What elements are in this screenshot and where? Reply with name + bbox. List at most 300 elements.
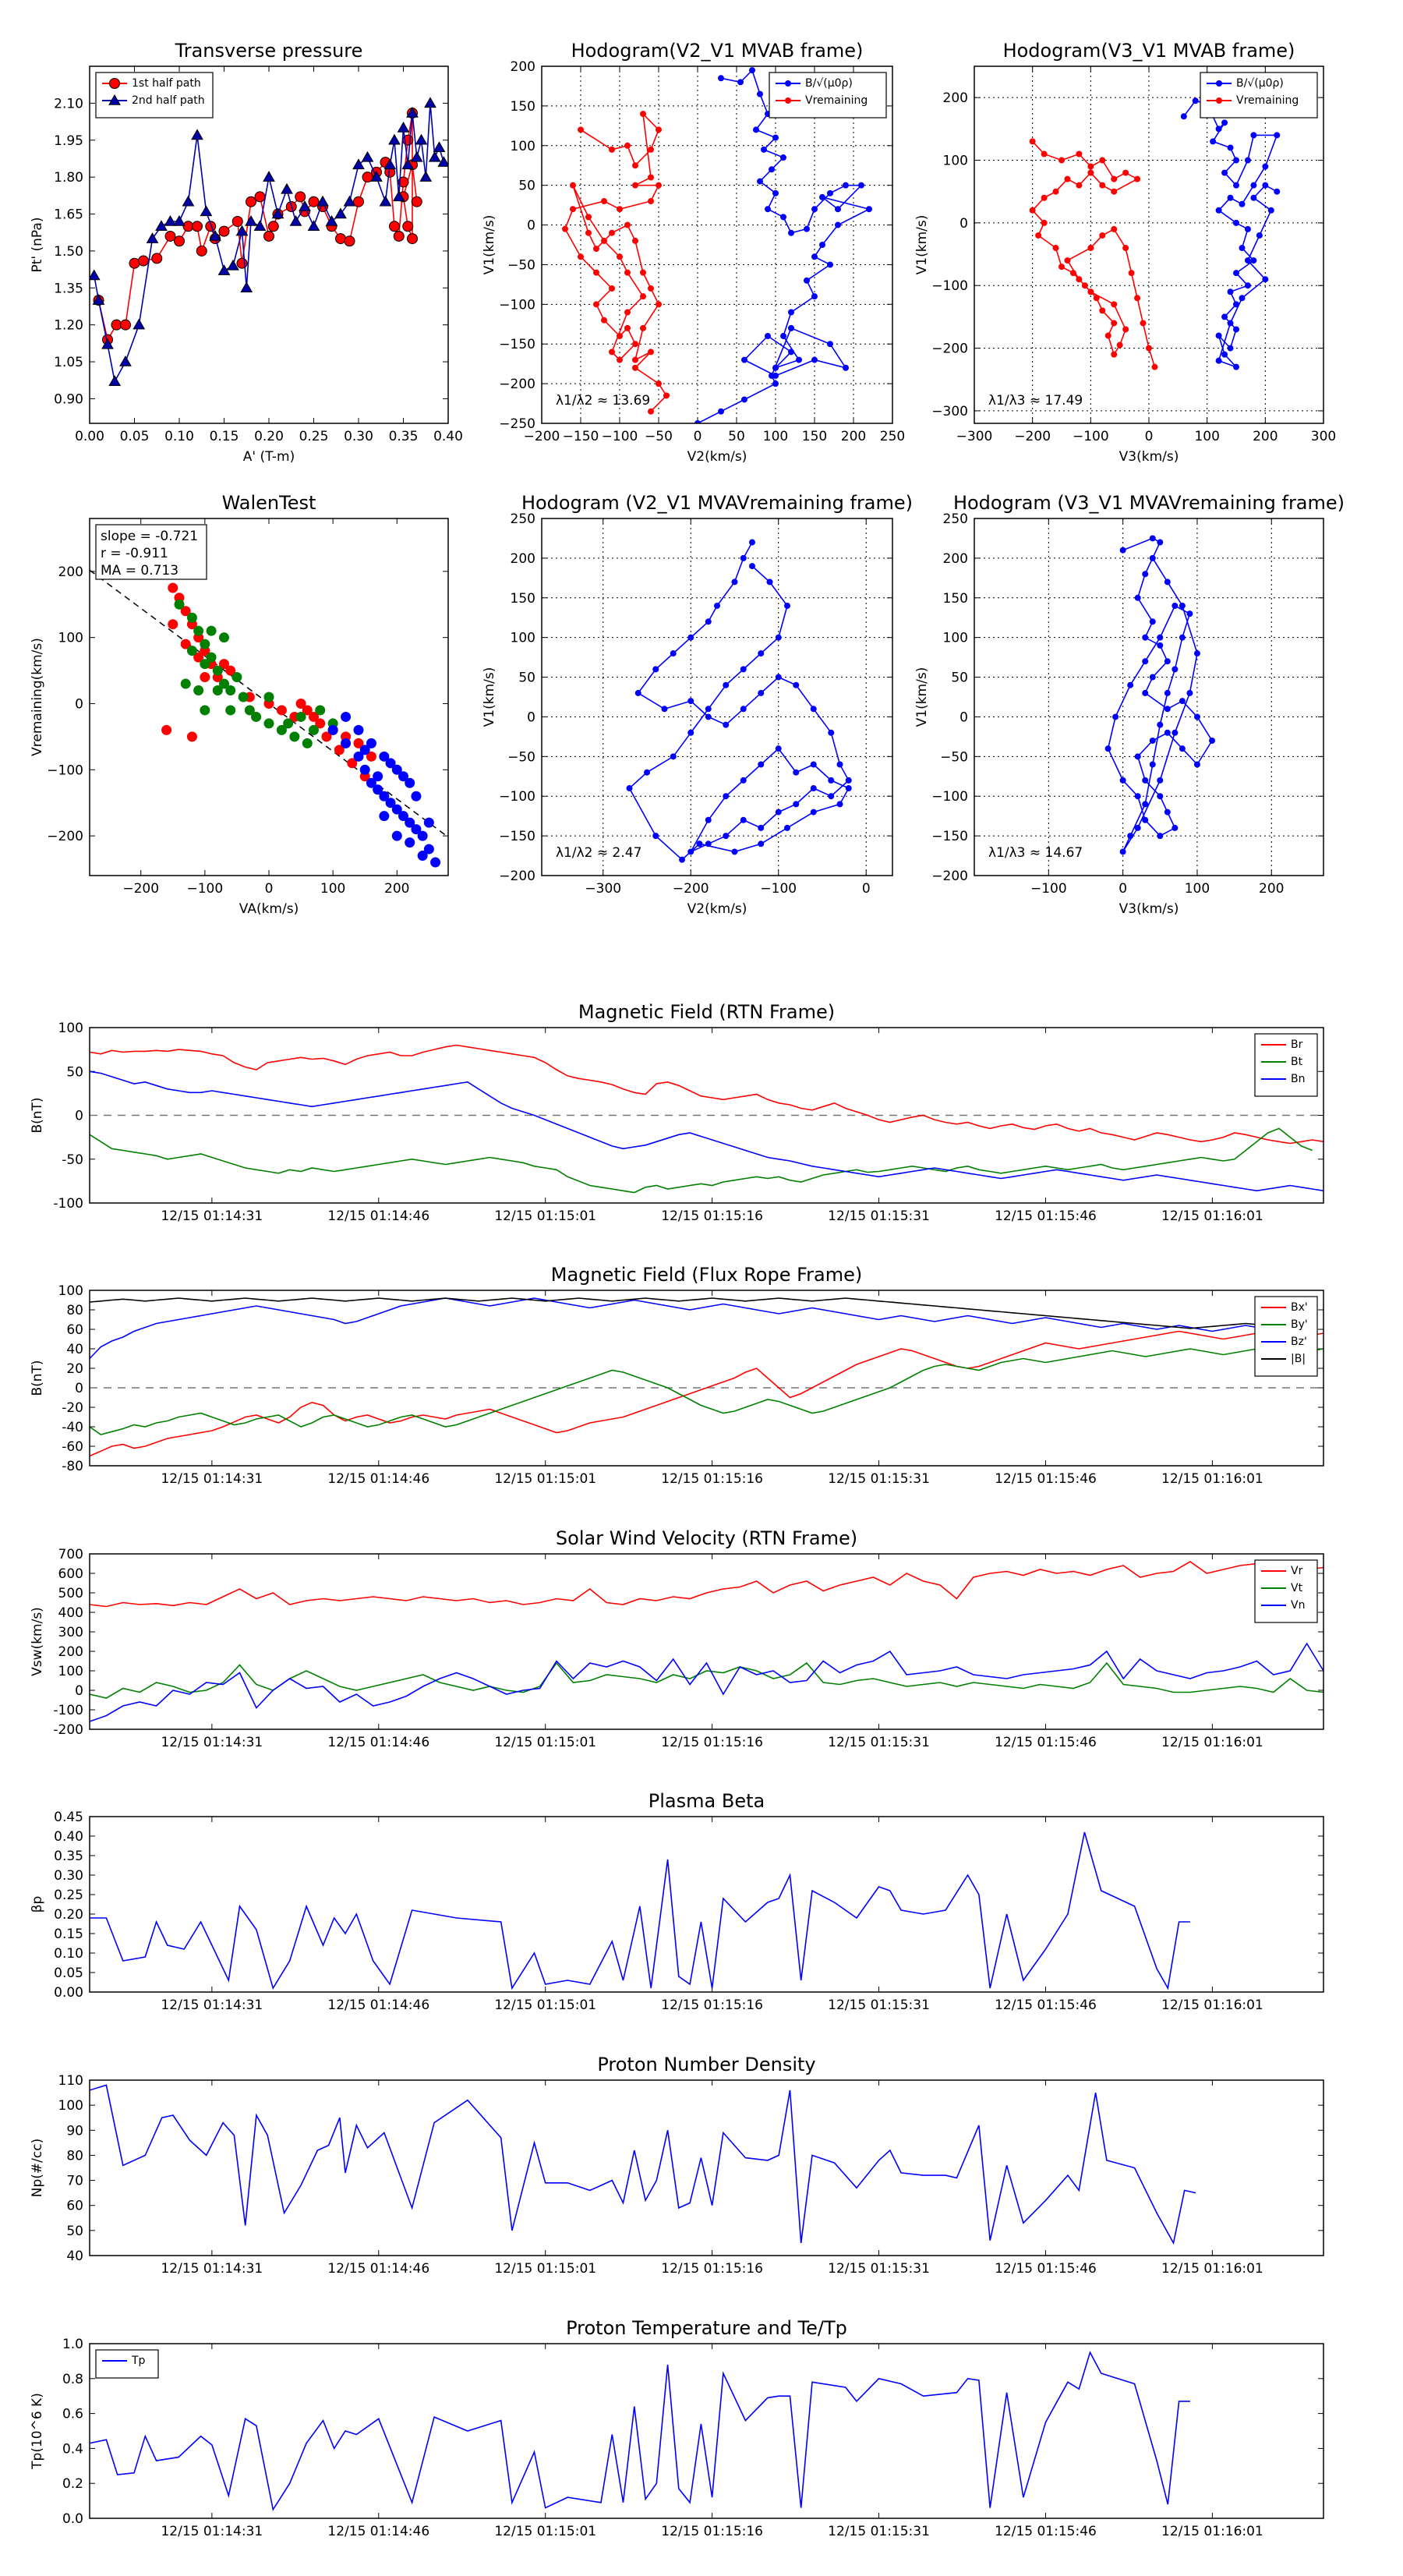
x-tick-label: 12/15 01:16:01 (1161, 2524, 1263, 2539)
chart-np (30, 2054, 1323, 2277)
y-tick-label: 50 (66, 2223, 83, 2239)
data-point (688, 730, 694, 735)
data-point (1100, 157, 1105, 163)
data-point (389, 135, 400, 144)
data-point (705, 714, 711, 720)
data-point (1172, 603, 1178, 608)
series-br-line (90, 1046, 1323, 1144)
x-tick-label: 0.40 (433, 429, 463, 444)
data-point (1143, 659, 1148, 664)
data-point (1111, 352, 1117, 357)
y-tick-label: 40 (66, 2249, 83, 2264)
x-tick-label: 12/15 01:15:01 (494, 2261, 597, 2277)
data-point (1245, 258, 1250, 264)
data-point (723, 722, 729, 727)
data-point (1065, 258, 1070, 264)
y-tick-label: −100 (499, 789, 535, 805)
data-point (594, 246, 599, 252)
data-point (843, 182, 849, 188)
data-point (750, 564, 755, 569)
data-point (758, 841, 764, 847)
data-point (1222, 352, 1228, 357)
x-tick-label: −200 (122, 881, 160, 897)
series-0-line (1108, 538, 1212, 851)
data-point (1123, 327, 1129, 332)
plot-frame (90, 2344, 1323, 2518)
data-point (846, 777, 851, 783)
legend-label: B/√(μ0ρ) (1236, 77, 1284, 90)
data-point (1143, 817, 1148, 823)
data-point (859, 182, 864, 188)
data-point (1179, 635, 1185, 640)
chart-title: WalenTest (221, 492, 316, 514)
data-point (785, 825, 790, 830)
data-point (697, 841, 702, 847)
data-point (1222, 314, 1228, 320)
x-tick-label: 0 (693, 429, 702, 444)
x-tick-label: 200 (840, 429, 867, 444)
legend-label: Bz' (1291, 1336, 1307, 1348)
data-point (625, 143, 631, 148)
chart-tp (30, 40, 463, 465)
data-point (633, 341, 638, 347)
data-point (89, 270, 100, 279)
data-point (680, 857, 685, 862)
data-point (705, 841, 711, 847)
y-tick-label: 0 (75, 696, 83, 713)
y-tick-label: 0 (527, 709, 535, 726)
data-point (1263, 277, 1268, 282)
data-point (1147, 345, 1152, 351)
data-point (1041, 151, 1047, 157)
data-point (723, 794, 729, 799)
x-tick-label: 0.00 (75, 429, 104, 444)
y-tick-label: 150 (510, 590, 535, 607)
chart-bflux (30, 1264, 1323, 1487)
data-point (765, 207, 771, 212)
data-point (1076, 151, 1082, 157)
data-point (656, 182, 662, 188)
y-tick-label: −200 (499, 377, 535, 393)
eigenvalue-ratio-annotation: λ1/λ2 ≈ 13.69 (556, 393, 651, 409)
x-tick-label: 12/15 01:15:31 (828, 1471, 930, 1487)
data-point (284, 719, 293, 728)
y-tick-label: 200 (942, 90, 968, 107)
chart-h4 (914, 492, 1345, 917)
data-point (360, 745, 369, 755)
data-point (168, 583, 178, 593)
x-tick-label: −200 (672, 881, 709, 897)
chart-title: Transverse pressure (175, 40, 363, 62)
data-point (1239, 201, 1245, 207)
y-tick-label: 100 (58, 630, 83, 646)
x-tick-label: 100 (1184, 881, 1210, 897)
x-tick-label: 12/15 01:14:31 (161, 1471, 263, 1487)
data-point (1120, 849, 1126, 855)
data-point (1164, 809, 1170, 815)
data-point (345, 236, 355, 246)
y-tick-label: -50 (62, 1152, 83, 1168)
y-tick-label: 110 (58, 2073, 83, 2089)
data-point (196, 246, 207, 256)
data-point (1172, 667, 1178, 672)
x-tick-label: 0.20 (254, 429, 284, 444)
data-point (653, 667, 659, 672)
data-point (837, 801, 843, 807)
x-tick-label: 12/15 01:14:31 (161, 2524, 263, 2539)
y-tick-label: −100 (931, 278, 968, 295)
plot-frame (90, 1817, 1323, 1992)
data-point (1157, 794, 1163, 799)
data-point (1059, 157, 1065, 163)
data-point (773, 381, 779, 387)
x-tick-label: 12/15 01:15:46 (995, 1735, 1097, 1750)
data-point (758, 825, 764, 830)
data-point (1030, 139, 1035, 144)
y-tick-label: 100 (510, 138, 535, 154)
data-point (412, 152, 422, 161)
data-point (336, 234, 346, 244)
data-point (846, 786, 851, 791)
chart-beta (30, 1790, 1323, 2013)
data-point (1234, 364, 1239, 370)
chart-title: Plasma Beta (648, 1790, 765, 1812)
data-point (1128, 833, 1133, 839)
data-point (1105, 746, 1111, 752)
data-point (380, 196, 391, 206)
x-tick-label: 0 (1119, 881, 1128, 897)
y-tick-label: 40 (66, 1342, 83, 1357)
x-tick-label: −300 (585, 881, 622, 897)
data-point (837, 762, 843, 767)
data-point (627, 786, 632, 791)
x-tick-label: 12/15 01:15:01 (494, 1471, 597, 1487)
data-point (773, 365, 779, 370)
data-point (738, 80, 744, 85)
data-point (1251, 182, 1256, 188)
y-tick-label: 500 (58, 1586, 83, 1601)
legend-label: Vremaining (1236, 94, 1299, 107)
series-vn-line (90, 1644, 1323, 1721)
y-tick-label: 0 (959, 709, 968, 726)
plot-area (1105, 536, 1214, 855)
x-tick-label: 0.15 (209, 429, 239, 444)
data-point (1088, 246, 1094, 251)
y-tick-label: 700 (58, 1547, 83, 1562)
y-tick-label: 200 (510, 550, 535, 567)
data-point (781, 334, 786, 339)
data-point (1100, 308, 1105, 313)
y-tick-label: −100 (931, 789, 968, 805)
y-tick-label: −100 (499, 297, 535, 313)
data-point (1059, 264, 1065, 270)
data-point (742, 397, 747, 402)
legend-label: Bn (1291, 1073, 1306, 1085)
y-tick-label: 50 (518, 178, 535, 194)
x-tick-label: 12/15 01:15:46 (995, 1997, 1097, 2013)
data-point (232, 216, 242, 226)
data-point (586, 214, 592, 220)
data-point (328, 725, 337, 734)
y-tick-label: 80 (66, 1303, 83, 1318)
chart-h2 (914, 40, 1336, 465)
chart-bfield (30, 1001, 1323, 1224)
data-point (1128, 682, 1133, 688)
x-axis-label: V3(km/s) (1119, 901, 1179, 917)
plot-area (90, 2352, 1190, 2510)
data-point (1129, 271, 1134, 276)
x-tick-label: −150 (562, 429, 599, 444)
data-point (656, 381, 662, 387)
data-point (109, 376, 120, 385)
data-point (1164, 690, 1170, 695)
x-tick-label: 12/15 01:15:16 (661, 1471, 764, 1487)
data-point (394, 231, 404, 241)
data-point (237, 258, 247, 268)
data-point (617, 254, 623, 260)
data-point (392, 831, 401, 840)
x-axis-label: VA(km/s) (239, 901, 299, 917)
chart-h3 (482, 492, 913, 917)
series-tp-line (90, 2352, 1190, 2510)
data-point (781, 214, 786, 220)
x-tick-label: 12/15 01:15:31 (828, 1997, 930, 2013)
x-tick-label: 0 (1144, 429, 1154, 444)
y-tick-label: 100 (58, 2098, 83, 2114)
data-point (264, 231, 274, 241)
data-point (633, 182, 638, 188)
data-point (785, 603, 790, 608)
x-tick-label: 12/15 01:15:01 (494, 1735, 597, 1750)
data-point (1088, 164, 1094, 169)
x-axis-label: V3(km/s) (1119, 449, 1179, 465)
data-point (1143, 635, 1148, 640)
data-point (797, 357, 802, 363)
data-point (1172, 730, 1178, 735)
series-b-0--line (1184, 101, 1278, 367)
stats-line: r = -0.911 (101, 546, 168, 561)
y-tick-label: -80 (62, 1459, 83, 1474)
x-tick-label: 12/15 01:15:46 (995, 1471, 1097, 1487)
x-tick-label: 0.10 (164, 429, 194, 444)
chart-title: Proton Temperature and Te/Tp (566, 2317, 847, 2339)
legend-box (1255, 1297, 1317, 1376)
data-point (1135, 754, 1140, 759)
data-point (213, 686, 222, 695)
data-point (625, 222, 631, 228)
data-point (610, 147, 615, 152)
data-point (1143, 690, 1148, 695)
x-tick-label: 12/15 01:14:46 (327, 2261, 430, 2277)
data-point (246, 196, 256, 207)
x-tick-label: 250 (879, 429, 906, 444)
data-point (715, 603, 720, 608)
data-point (773, 135, 779, 140)
y-tick-label: 0 (75, 1683, 83, 1699)
data-point (740, 777, 746, 783)
data-point (828, 262, 833, 267)
data-point (192, 129, 203, 139)
data-point (187, 613, 196, 622)
x-tick-label: −200 (523, 429, 560, 444)
legend-label: |B| (1291, 1353, 1306, 1365)
data-point (152, 253, 162, 264)
data-point (641, 325, 646, 331)
data-point (828, 190, 833, 196)
x-tick-label: −100 (1072, 429, 1109, 444)
series-2nd-half-path-line (94, 103, 444, 381)
chart-title: Hodogram(V3_V1 MVAB frame) (1002, 40, 1295, 62)
data-point (633, 238, 638, 243)
data-point (1274, 189, 1280, 194)
data-point (213, 666, 222, 675)
y-axis-label: Vremaining(km/s) (30, 638, 45, 756)
data-point (1239, 246, 1245, 251)
x-tick-label: 300 (1310, 429, 1337, 444)
legend-marker (110, 79, 120, 89)
data-point (183, 196, 194, 206)
data-point (362, 152, 373, 161)
data-point (804, 278, 810, 283)
legend-box (96, 2350, 158, 2378)
data-point (341, 712, 351, 721)
data-point (373, 772, 383, 781)
x-tick-label: −50 (645, 429, 673, 444)
data-point (1135, 176, 1140, 182)
data-point (1123, 170, 1129, 175)
legend-label: Br (1291, 1039, 1303, 1051)
data-point (1187, 690, 1193, 695)
data-point (625, 270, 631, 275)
legend-label: Vt (1291, 1582, 1303, 1594)
y-tick-label: −150 (499, 829, 535, 845)
y-tick-label: 0 (527, 218, 535, 234)
data-point (1070, 271, 1076, 276)
x-tick-label: 12/15 01:15:31 (828, 1735, 930, 1750)
data-point (617, 357, 623, 363)
data-point (740, 667, 746, 672)
y-axis-label: V1(km/s) (482, 214, 497, 275)
data-point (175, 600, 184, 609)
data-point (121, 320, 131, 330)
data-point (769, 373, 775, 378)
data-point (1150, 555, 1155, 561)
x-tick-label: 12/15 01:15:46 (995, 2261, 1097, 2277)
legend-label: Bt (1291, 1056, 1303, 1068)
data-point (641, 294, 646, 299)
data-point (1234, 327, 1239, 332)
x-tick-label: 12/15 01:16:01 (1161, 1997, 1263, 2013)
data-point (776, 635, 781, 640)
data-point (1135, 295, 1140, 301)
y-tick-label: 50 (951, 670, 968, 686)
x-tick-label: 12/15 01:15:01 (494, 1997, 597, 2013)
y-tick-label: 0.8 (62, 2371, 83, 2387)
data-point (335, 209, 346, 218)
data-point (1117, 342, 1122, 348)
data-point (776, 746, 781, 752)
y-tick-label: 60 (66, 2198, 83, 2214)
data-point (1143, 571, 1148, 577)
y-tick-label: 0.2 (62, 2476, 83, 2493)
data-point (200, 673, 210, 682)
eigenvalue-ratio-annotation: λ1/λ3 ≈ 17.49 (988, 393, 1083, 409)
data-point (220, 633, 229, 642)
data-point (617, 207, 623, 212)
data-point (776, 674, 781, 680)
data-point (424, 818, 433, 827)
data-point (1251, 195, 1256, 200)
plot-area (627, 540, 851, 862)
data-point (133, 320, 144, 329)
data-point (571, 207, 576, 212)
data-point (1157, 833, 1163, 839)
y-tick-label: 0.05 (54, 1966, 83, 1981)
data-point (341, 738, 351, 748)
legend-label: Vn (1291, 1599, 1306, 1612)
x-tick-label: −100 (186, 881, 224, 897)
data-point (641, 270, 646, 275)
data-point (1094, 295, 1099, 301)
y-tick-label: 90 (66, 2123, 83, 2139)
x-tick-label: 12/15 01:14:46 (327, 1208, 430, 1224)
data-point (688, 635, 694, 640)
data-point (586, 230, 592, 235)
data-point (705, 619, 711, 625)
y-tick-label: -100 (53, 1196, 83, 1212)
y-tick-label: 0.25 (54, 1888, 83, 1903)
y-tick-label: 0.45 (54, 1810, 83, 1825)
data-point (1135, 794, 1140, 799)
data-point (120, 356, 131, 366)
plot-area (90, 1562, 1323, 1721)
data-point (405, 838, 415, 847)
x-tick-label: 200 (384, 881, 410, 897)
x-tick-label: 12/15 01:15:16 (661, 1208, 764, 1224)
data-point (200, 639, 210, 649)
data-point (648, 349, 654, 355)
data-point (723, 833, 729, 839)
y-tick-label: 200 (58, 564, 83, 580)
series-bx--line (90, 1329, 1323, 1456)
legend-box (1255, 1560, 1317, 1622)
plot-frame (90, 1290, 1323, 1466)
chart-title: Magnetic Field (RTN Frame) (578, 1001, 836, 1023)
y-tick-label: 1.0 (62, 2337, 83, 2352)
data-point (670, 754, 676, 759)
data-point (820, 194, 825, 200)
data-point (1228, 145, 1233, 150)
data-point (1193, 98, 1198, 104)
x-tick-label: 12/15 01:14:31 (161, 2261, 263, 2277)
y-tick-label: 200 (58, 1644, 83, 1660)
data-point (1210, 139, 1216, 144)
data-point (187, 646, 196, 656)
data-point (360, 765, 369, 774)
data-point (246, 216, 256, 225)
x-tick-label: 12/15 01:15:01 (494, 2524, 597, 2539)
eigenvalue-ratio-annotation: λ1/λ2 ≈ 2.47 (556, 845, 642, 861)
data-point (1164, 579, 1170, 585)
x-tick-label: −300 (956, 429, 993, 444)
y-tick-label: 100 (58, 1021, 83, 1036)
data-point (1179, 746, 1185, 752)
legend-box (1255, 1034, 1317, 1096)
data-point (812, 207, 818, 212)
data-point (625, 325, 631, 331)
data-point (571, 182, 576, 188)
y-tick-label: -100 (53, 1703, 83, 1718)
